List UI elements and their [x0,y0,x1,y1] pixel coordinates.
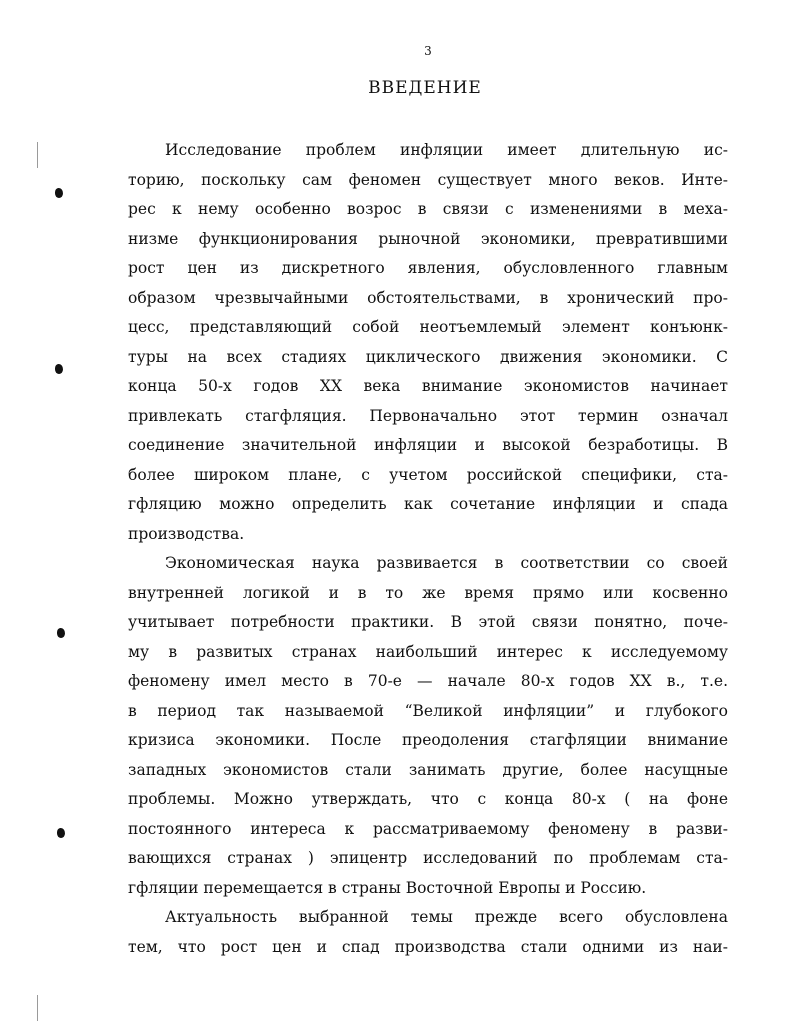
text-line: гфляции перемещается в страны Восточной Европы и Россию. [128,878,647,897]
punch-hole-mark [55,364,63,374]
text-line: Актуальность выбранной темы прежде всего обусловлена [165,908,728,926]
text-line: вающихся странах ) эпицентр исследований по проблемам ста- [128,849,728,867]
text-line: соединение значительной инфляции и высокой безработицы. В [128,436,728,454]
margin-rule [37,995,38,1021]
text-line: торию, поскольку сам феномен существует много веков. Инте- [128,170,728,189]
body-text [128,136,728,962]
text-line: производства. [128,524,245,543]
text-line: Экономическая наука развивается в соответствии со своей [165,554,728,572]
text-line: му в развитых странах наибольший интерес к исследуемому [128,642,728,661]
page-title: ВВЕДЕНИЕ [368,78,482,98]
punch-hole-mark [57,828,65,838]
text-line: рес к нему особенно возрос в связи с изменениями в меха- [128,200,728,218]
text-line: Исследование проблем инфляции имеет длительную ис- [165,141,728,159]
text-line: рост цен из дискретного явления, обусловленного главным [128,259,728,277]
text-line: проблемы. Можно утверждать, что с конца 80-х ( на фоне [128,790,728,808]
text-line: внутренней логикой и в то же время прямо или косвенно [128,583,728,602]
margin-rule [37,142,38,168]
text-line: привлекать стагфляция. Первоначально этот термин означал [128,406,728,425]
text-line: кризиса экономики. После преодоления стагфляции внимание [128,731,728,749]
text-line: более широком плане, с учетом российской специфики, ста- [128,465,728,484]
text-line: феномену имел место в 70-е — начале 80-х годов XX в., т.е. [128,672,728,690]
text-line: образом чрезвычайными обстоятельствами, в хронический про- [128,288,728,307]
text-line: в период так называемой “Великой инфляции” и глубокого [128,701,728,720]
text-line: постоянного интереса к рассматриваемому феномену в разви- [128,819,728,838]
text-line: западных экономистов стали занимать другие, более насущные [128,760,728,779]
text-line: тем, что рост цен и спад производства стали одними из наи- [128,937,728,956]
text-line: учитывает потребности практики. В этой связи понятно, поче- [128,613,728,631]
text-line: гфляцию можно определить как сочетание инфляции и спада [128,495,728,513]
text-line: низме функционирования рыночной экономики, превратившими [128,229,728,248]
punch-hole-mark [55,188,63,198]
text-line: цесс, представляющий собой неотъемлемый элемент конъюнк- [128,318,728,336]
punch-hole-mark [57,628,65,638]
text-line: конца 50-х годов XX века внимание экономистов начинает [128,377,728,395]
text-line: туры на всех стадиях циклического движения экономики. С [128,347,728,366]
page-number: 3 [424,44,432,58]
